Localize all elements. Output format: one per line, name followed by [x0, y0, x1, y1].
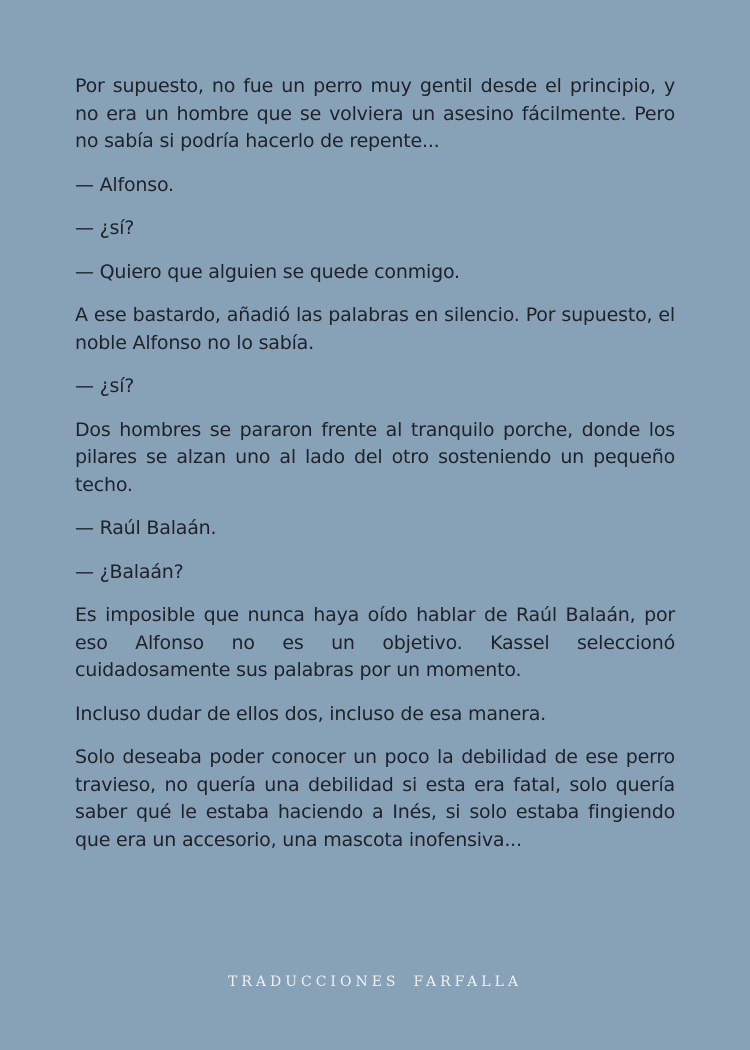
dialogue-line: — ¿sí?	[75, 217, 135, 239]
dialogue-line: — ¿sí?	[75, 375, 135, 397]
footer-credit	[0, 974, 750, 990]
page-body	[75, 73, 675, 870]
paragraph: Dos hombres se pararon frente al tranquilo porche, donde los pilares se alzan uno al lado del otro sosteniendo un pequeño techo.	[75, 418, 675, 496]
paragraph: Por supuesto, no fue un perro muy gentil desde el principio, y no era un hombre que se volviera un asesino fácilmente. Pero no sabía si podría hacerlo de repente...	[75, 75, 675, 152]
paragraph: Incluso dudar de ellos dos, incluso de esa manera.	[75, 702, 546, 725]
dialogue-line: — ¿Balaán?	[75, 560, 184, 583]
dialogue-line: — Alfonso.	[75, 173, 174, 196]
footer-word-farfalla: FARFALLA	[413, 974, 522, 990]
paragraph: Es imposible que nunca haya oído hablar de Raúl Balaán, por eso Alfonso no es un objetivo. Kassel seleccionó cuidadosamente sus palabras por un momento.	[75, 604, 675, 681]
dialogue-line: — Raúl Balaán.	[75, 517, 217, 539]
paragraph: A ese bastardo, añadió las palabras en silencio. Por supuesto, el noble Alfonso no lo sabía.	[75, 304, 675, 354]
paragraph: Solo deseaba poder conocer un poco la debilidad de ese perro travieso, no quería una debilidad si esta era fatal, solo quería saber qué le estaba haciendo a Inés, si solo estaba fingiendo que era un accesorio, una mascota inofensiva...	[75, 746, 675, 851]
dialogue-line: — Quiero que alguien se quede conmigo.	[75, 260, 460, 283]
footer-word-traducciones: TRADUCCIONES	[228, 974, 400, 990]
